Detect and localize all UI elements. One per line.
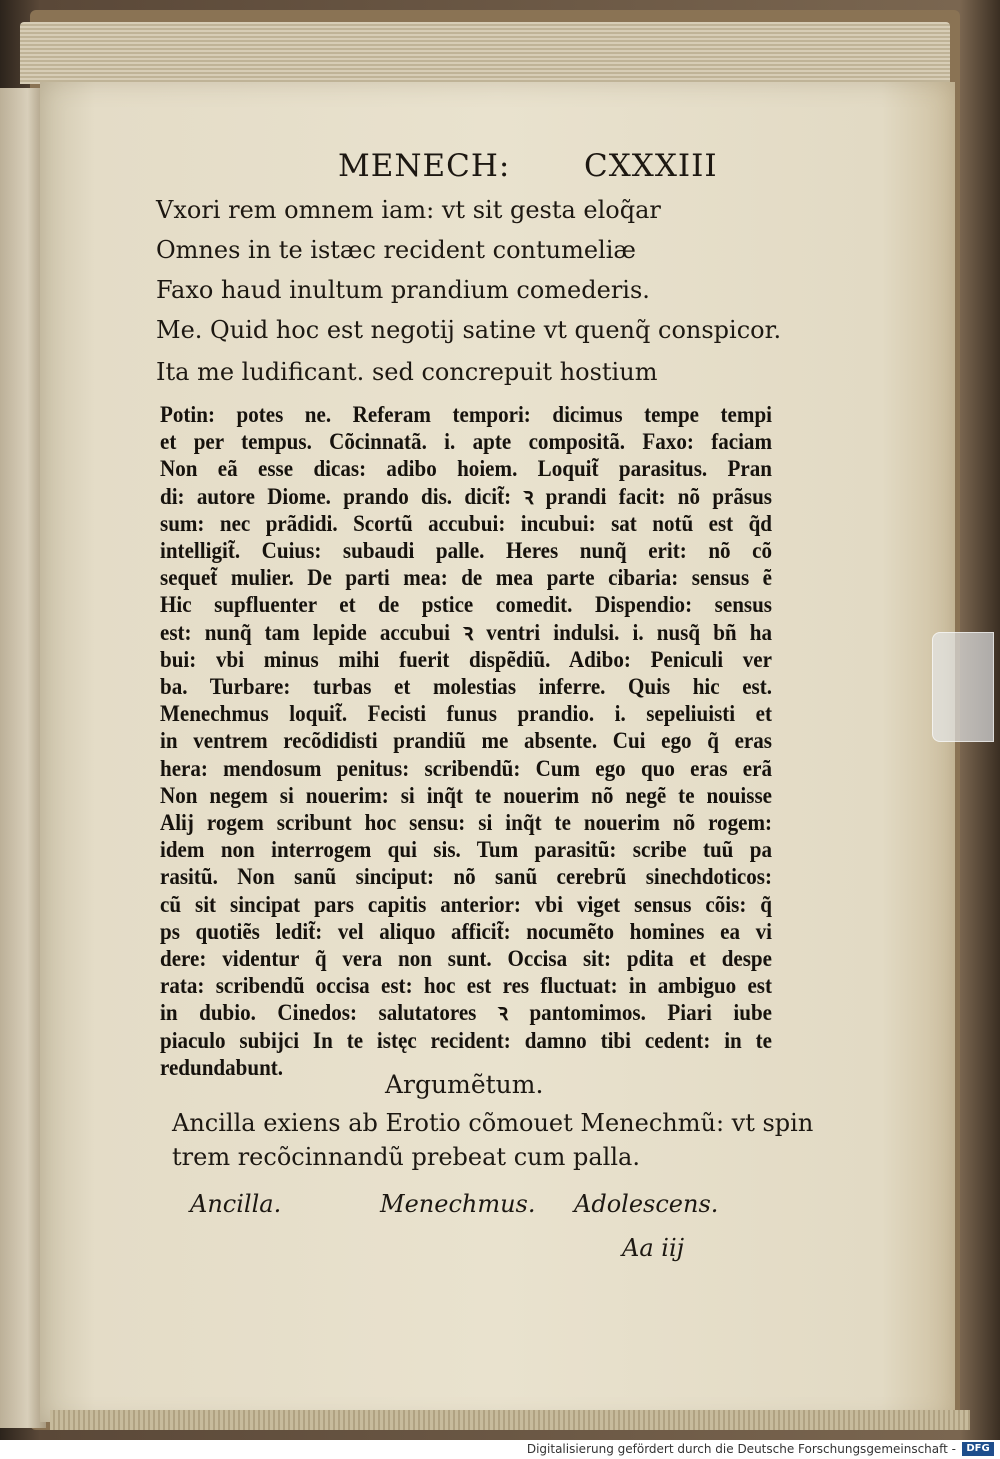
- bookmark-tab: [932, 632, 994, 742]
- commentary-line: piaculo subijci In te istęc recident: damno tibi cedent: in te: [160, 1027, 772, 1054]
- commentary-line: Alij rogem scribunt hoc sensu: si inq̃t te nouerim nõ rogem:: [160, 810, 772, 837]
- commentary-line: Menechmus loquit̃. Fecisti funus prandio. i. sepeliuisti et: [160, 701, 772, 728]
- speaker-name: Adolescens.: [574, 1190, 719, 1218]
- commentary-line: hera: mendosum penitus: scribendũ: Cum ego quo eras erã: [160, 755, 772, 782]
- commentary-line: redundabunt.: [160, 1054, 284, 1081]
- footer-credit: Digitalisierung gefördert durch die Deutsche Forschungsgemeinschaft -: [526, 1442, 956, 1456]
- commentary-line: in ventrem recõdidisti prandiũ me absente. Cui ego q̃ eras: [160, 728, 772, 755]
- commentary-line: Non negem si nouerim: si inq̃t te nouerim nõ negẽ te nouisse: [160, 782, 772, 809]
- commentary-line: Potin: potes ne. Referam tempori: dicimus tempe tempi: [160, 402, 772, 428]
- commentary-line: sum: nec prãdidi. Scortũ accubui: incubui: sat notũ est q̃d: [160, 510, 772, 537]
- page-block-bottom-edge: [50, 1410, 970, 1430]
- running-title: MENECH:: [338, 148, 511, 184]
- commentary-line: di: autore Diome. prando dis. dicit̃: ꝛ prandi facit: nõ prãsus: [160, 483, 772, 510]
- page-block-top-edge: [20, 22, 950, 84]
- argument-line: trem recõcinnandũ prebeat cum palla.: [172, 1143, 640, 1171]
- signature-mark: Aa iij: [622, 1234, 685, 1262]
- commentary-line: intelligit̃. Cuius: subaudi palle. Heres nunq̃ erit: nõ cõ: [160, 538, 772, 565]
- dfg-logo: DFG: [962, 1442, 994, 1456]
- commentary-line: ps quotiẽs ledit̃: vel aliquo afficit̃: nocumẽto homines ea vi: [160, 918, 772, 945]
- verse-line: Omnes in te istæc recident contumeliæ: [156, 236, 636, 264]
- commentary-line: idem non interrogem qui sis. Tum parasitũ: scribe tuũ pa: [160, 837, 772, 864]
- footer-bar: [0, 1440, 1000, 1459]
- argument-title: Argumẽtum.: [385, 1070, 544, 1099]
- verse-line: Ita me ludificant. sed concrepuit hostium: [156, 358, 658, 386]
- commentary-line: sequet̃ mulier. De parti mea: de mea parte cibaria: sensus ẽ: [160, 565, 772, 592]
- commentary-line: Non eã esse dicas: adibo hoiem. Loquit̃ parasitus. Pran: [160, 456, 772, 483]
- commentary-line: rata: scribendũ occisa est: hoc est res fluctuat: in ambiguo est: [160, 973, 772, 1000]
- commentary-block: [160, 402, 772, 1082]
- verse-line: Me. Quid hoc est negotij satine vt quenq̃ conspicor.: [156, 316, 782, 344]
- folio-number: CXXXIII: [584, 148, 718, 184]
- commentary-line: Hic supfluenter et de pstice comedit. Dispendio: sensus: [160, 592, 772, 619]
- speaker-name: Menechmus.: [380, 1190, 536, 1218]
- commentary-line: est: nunq̃ tam lepide accubui ꝛ ventri indulsi. i. nusq̃ bñ ha: [160, 619, 772, 646]
- argument-line: Ancilla exiens ab Erotio cõmouet Menechmũ: vt spin: [172, 1109, 814, 1137]
- argument-text: [172, 1106, 814, 1174]
- commentary-line: ba. Turbare: turbas et molestias inferre. Quis hic est.: [160, 674, 772, 701]
- commentary-line: bui: vbi minus mihi fuerit dispẽdiũ. Adibo: Peniculi ver: [160, 646, 772, 673]
- verse-line: Vxori rem omnem iam: vt sit gesta eloq̃ar: [156, 196, 661, 224]
- commentary-line: rasitũ. Non sanũ sinciput: nõ sanũ cerebrũ sinechdoticos:: [160, 864, 772, 891]
- speaker-name: Ancilla.: [190, 1190, 282, 1218]
- commentary-line: dere: videntur q̃ vera non sunt. Occisa sit: pdita et despe: [160, 946, 772, 973]
- verse-line: Faxo haud inultum prandium comederis.: [156, 276, 650, 304]
- commentary-line: in dubio. Cinedos: salutatores ꝛ pantomimos. Piari iube: [160, 1000, 772, 1027]
- commentary-line: et per tempus. Cõcinnatã. i. apte compositã. Faxo: faciam: [160, 429, 772, 456]
- commentary-line: cũ sit sincipat pars capitis anterior: vbi viget sensus cõis: q̃: [160, 891, 772, 918]
